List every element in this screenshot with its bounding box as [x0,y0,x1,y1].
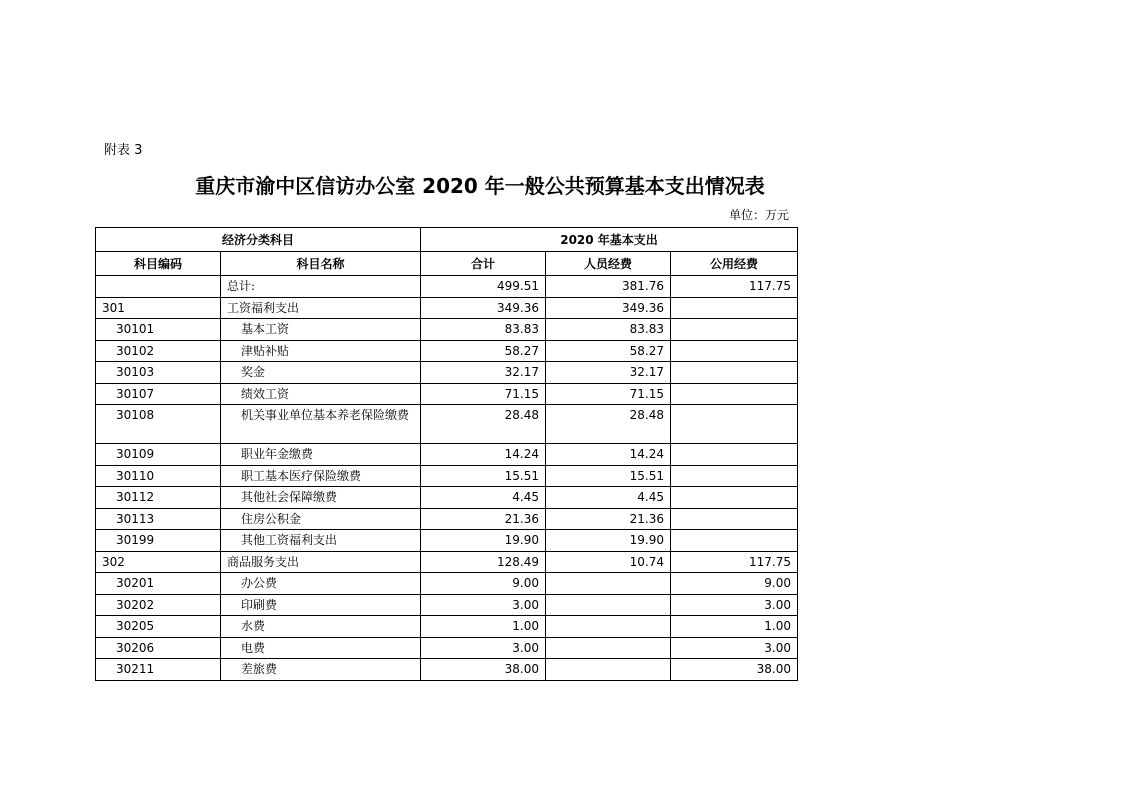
subject-code-cell: 301 [96,297,221,319]
subject-code-cell [96,276,221,298]
personnel-funds-cell: 21.36 [546,508,671,530]
subject-name-cell: 绩效工资 [221,383,421,405]
public-funds-cell [671,508,798,530]
total-cell: 21.36 [421,508,546,530]
personnel-funds-cell [546,637,671,659]
total-cell: 58.27 [421,340,546,362]
subject-code-cell: 30110 [96,465,221,487]
public-funds-cell: 1.00 [671,616,798,638]
subject-code-cell: 30101 [96,319,221,341]
subject-code-cell: 30112 [96,487,221,509]
unit-label: 单位：万元 [728,208,789,222]
table-row [96,340,798,362]
table-row [96,659,798,681]
subject-name-cell: 差旅费 [221,659,421,681]
public-funds-cell [671,340,798,362]
public-funds-cell: 9.00 [671,573,798,595]
table-row [96,573,798,595]
public-funds-cell: 3.00 [671,637,798,659]
personnel-funds-cell: 10.74 [546,551,671,573]
public-funds-cell [671,362,798,384]
header-total: 合计 [421,252,546,276]
total-cell: 38.00 [421,659,546,681]
table-row [96,405,798,444]
personnel-funds-cell [546,573,671,595]
personnel-funds-cell: 15.51 [546,465,671,487]
total-cell: 15.51 [421,465,546,487]
header-subject-name: 科目名称 [221,252,421,276]
header-basic-expenditure: 2020 年基本支出 [421,228,798,252]
subject-code-cell: 30107 [96,383,221,405]
subject-code-cell: 30109 [96,444,221,466]
table-row [96,276,798,298]
total-cell: 499.51 [421,276,546,298]
table-row [96,383,798,405]
subject-name-cell: 津贴补贴 [221,340,421,362]
personnel-funds-cell: 71.15 [546,383,671,405]
total-cell: 19.90 [421,530,546,552]
total-cell: 32.17 [421,362,546,384]
attachment-label: 附表 3 [104,143,143,158]
header-personnel-funds: 人员经费 [546,252,671,276]
table-row [96,444,798,466]
subject-code-cell: 30205 [96,616,221,638]
subject-name-cell: 机关事业单位基本养老保险缴费 [221,405,421,444]
subject-name-cell: 职工基本医疗保险缴费 [221,465,421,487]
table-row [96,616,798,638]
table-row [96,637,798,659]
subject-name-cell: 基本工资 [221,319,421,341]
total-cell: 9.00 [421,573,546,595]
public-funds-cell [671,405,798,444]
table-row [96,551,798,573]
page-title: 重庆市渝中区信访办公室 2020 年一般公共预算基本支出情况表 [195,174,765,198]
table-row [96,530,798,552]
table-row [96,362,798,384]
personnel-funds-cell [546,594,671,616]
subject-name-cell: 电费 [221,637,421,659]
table-row [96,487,798,509]
subject-code-cell: 30103 [96,362,221,384]
public-funds-cell: 3.00 [671,594,798,616]
personnel-funds-cell: 14.24 [546,444,671,466]
total-cell: 28.48 [421,405,546,444]
subject-name-cell: 印刷费 [221,594,421,616]
subject-code-cell: 30199 [96,530,221,552]
subject-name-cell: 办公费 [221,573,421,595]
personnel-funds-cell [546,659,671,681]
public-funds-cell [671,297,798,319]
subject-code-cell: 30108 [96,405,221,444]
subject-name-cell: 商品服务支出 [221,551,421,573]
total-cell: 349.36 [421,297,546,319]
subject-name-cell: 其他工资福利支出 [221,530,421,552]
public-funds-cell [671,465,798,487]
personnel-funds-cell: 19.90 [546,530,671,552]
total-cell: 3.00 [421,594,546,616]
personnel-funds-cell: 381.76 [546,276,671,298]
subject-code-cell: 30102 [96,340,221,362]
public-funds-cell [671,444,798,466]
subject-name-cell: 水费 [221,616,421,638]
total-cell: 1.00 [421,616,546,638]
total-cell: 3.00 [421,637,546,659]
public-funds-cell [671,383,798,405]
subject-name-cell: 住房公积金 [221,508,421,530]
header-public-funds: 公用经费 [671,252,798,276]
public-funds-cell: 117.75 [671,551,798,573]
personnel-funds-cell [546,616,671,638]
subject-name-cell: 职业年金缴费 [221,444,421,466]
public-funds-cell [671,530,798,552]
personnel-funds-cell: 349.36 [546,297,671,319]
header-economic-classification: 经济分类科目 [96,228,421,252]
header-column-row [96,252,798,276]
public-funds-cell: 38.00 [671,659,798,681]
subject-code-cell: 30211 [96,659,221,681]
table-row [96,297,798,319]
header-subject-code: 科目编码 [96,252,221,276]
total-cell: 128.49 [421,551,546,573]
personnel-funds-cell: 28.48 [546,405,671,444]
personnel-funds-cell: 58.27 [546,340,671,362]
subject-code-cell: 30202 [96,594,221,616]
personnel-funds-cell: 4.45 [546,487,671,509]
personnel-funds-cell: 32.17 [546,362,671,384]
total-cell: 4.45 [421,487,546,509]
table-row [96,465,798,487]
subject-name-cell: 其他社会保障缴费 [221,487,421,509]
subject-code-cell: 302 [96,551,221,573]
table-body [96,276,798,681]
header-group-row [96,228,798,252]
public-funds-cell [671,319,798,341]
total-cell: 71.15 [421,383,546,405]
subject-code-cell: 30201 [96,573,221,595]
subject-name-cell: 工资福利支出 [221,297,421,319]
public-funds-cell [671,487,798,509]
total-cell: 14.24 [421,444,546,466]
subject-code-cell: 30206 [96,637,221,659]
personnel-funds-cell: 83.83 [546,319,671,341]
table-row [96,594,798,616]
public-funds-cell: 117.75 [671,276,798,298]
subject-name-cell: 奖金 [221,362,421,384]
budget-table [95,227,798,681]
subject-name-cell: 总计: [221,276,421,298]
subject-code-cell: 30113 [96,508,221,530]
total-cell: 83.83 [421,319,546,341]
table-row [96,319,798,341]
table-row [96,508,798,530]
